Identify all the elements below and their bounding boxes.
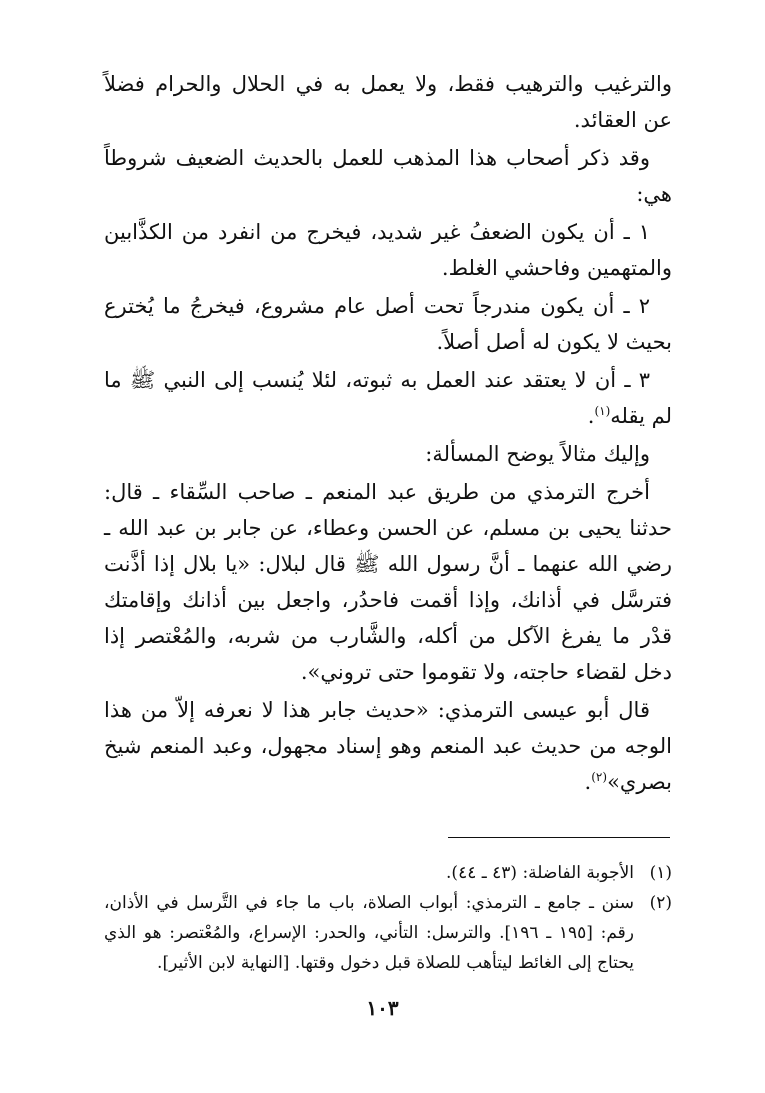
footnote-ref-2: (٢) <box>591 770 608 784</box>
example-intro <box>104 436 672 472</box>
tirmidhi-comment-tail: . <box>584 770 592 794</box>
paragraph-1-text: والترغيب والترهيب فقط، ولا يعمل به في الحلال والحرام فضلاً عن العقائد. <box>104 72 672 132</box>
page-number: ١٠٣ <box>366 996 399 1020</box>
footnote-2-number: (٢) <box>649 893 672 913</box>
condition-1-text: ١ ـ أن يكون الضعفُ غير شديد، فيخرج من انفرد من الكذَّابين والمتهمين وفاحشي الغلط. <box>104 220 672 280</box>
example-intro-text: وإليك مثالاً يوضح المسألة: <box>425 442 650 466</box>
hadith-text: أخرج الترمذي من طريق عبد المنعم ـ صاحب السِّقاء ـ قال: حدثنا يحيى بن مسلم، عن الحسن وعطاء، عن جابر بن عبد الله ـ رضي الله عنهما ـ أنَّ رسول الله ﷺ قال لبلال: «يا بلال إذا أذَّنت فترسَّل في أذانك، وإذا أقمت فاحدُر، واجعل بين أذانك وإقامتك قدْر ما يفرغ الآكل من أكله، والشَّارب من شربه، والمُعْتصر إذا دخل لقضاء حاجته، ولا تقوموا حتى تروني». <box>104 480 672 684</box>
footnotes <box>104 858 672 978</box>
tirmidhi-comment-text: قال أبو عيسى الترمذي: «حديث جابر هذا لا نعرفه إلاّ من هذا الوجه من حديث عبد المنعم وهو إسناد مجهول، وعبد المنعم شيخ بصري» <box>104 698 672 794</box>
hadith-paragraph <box>104 474 672 690</box>
footnote-1 <box>104 858 672 888</box>
paragraph-2 <box>104 140 672 212</box>
condition-2-text: ٢ ـ أن يكون مندرجاً تحت أصل عام مشروع، فيخرجُ ما يُخترع بحيث لا يكون له أصل أصلاً. <box>104 294 672 354</box>
paragraph-1 <box>104 66 672 138</box>
main-text <box>104 66 672 802</box>
footnote-1-number: (١) <box>649 863 672 883</box>
condition-3-tail: . <box>587 404 595 428</box>
footnote-2-text: سنن ـ جامع ـ الترمذي: أبواب الصلاة، باب ما جاء في التَّرسل في الأذان، رقم: [١٩٥ ـ ١٩٦]. والترسل: التأني، والحدر: الإسراع، والمُعْتصر: هو الذي يحتاج إلى الغائط ليتأهب للصلاة قبل دخول وقتها. [النهاية لابن الأثير]. <box>104 893 634 973</box>
footnote-2 <box>104 888 672 978</box>
condition-3 <box>104 362 672 434</box>
condition-1 <box>104 214 672 286</box>
condition-3-text: ٣ ـ أن لا يعتقد عند العمل به ثبوته، لئلا يُنسب إلى النبي ﷺ ما لم يقله <box>104 368 672 428</box>
footnote-1-text: الأجوبة الفاضلة: (٤٣ ـ ٤٤). <box>446 863 634 883</box>
footnote-divider <box>448 837 670 838</box>
footnote-ref-1: (١) <box>594 404 611 418</box>
condition-2 <box>104 288 672 360</box>
tirmidhi-comment <box>104 692 672 800</box>
paragraph-2-text: وقد ذكر أصحاب هذا المذهب للعمل بالحديث الضعيف شروطاً هي: <box>104 146 672 206</box>
